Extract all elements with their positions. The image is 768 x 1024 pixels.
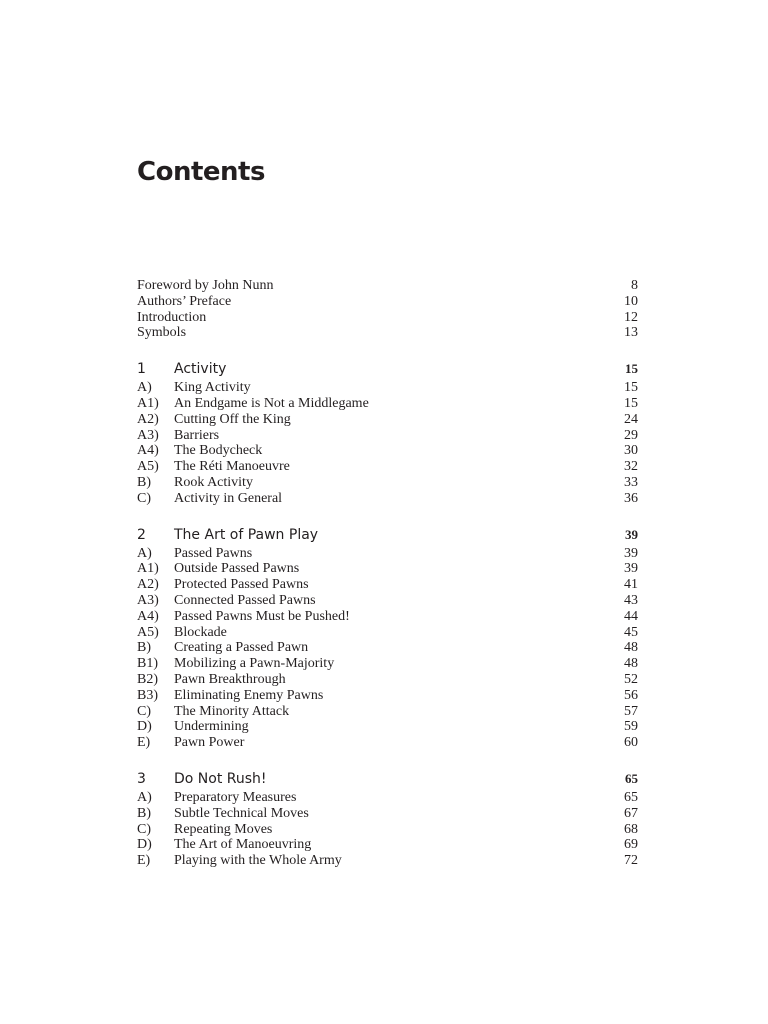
toc-section[interactable] — [137, 640, 638, 656]
chapter-heading[interactable] — [137, 525, 638, 545]
section-code: E) — [137, 735, 151, 751]
section-title: Activity in General — [174, 490, 283, 506]
section-code: B) — [137, 640, 151, 656]
section-title: Outside Passed Pawns — [174, 561, 300, 577]
section-title: Passed Pawns Must be Pushed! — [174, 608, 350, 624]
section-title: Passed Pawns — [174, 545, 253, 561]
toc-entry[interactable] — [137, 278, 638, 294]
toc-section[interactable] — [137, 412, 638, 428]
toc-section[interactable] — [137, 609, 638, 625]
chapter-title: Activity — [174, 361, 227, 378]
chapter-2 — [137, 525, 638, 751]
chapter-number: 1 — [137, 361, 146, 378]
section-page: 67 — [624, 805, 638, 821]
section-page: 32 — [624, 459, 638, 475]
section-page: 52 — [624, 671, 638, 687]
section-page: 59 — [624, 719, 638, 735]
toc-section[interactable] — [137, 561, 638, 577]
section-page: 68 — [624, 821, 638, 837]
chapter-page: 39 — [625, 526, 638, 542]
section-page: 41 — [624, 577, 638, 593]
section-title: Connected Passed Pawns — [174, 592, 316, 608]
section-page: 29 — [624, 427, 638, 443]
page-title: Contents — [137, 157, 265, 187]
table-of-contents — [137, 278, 638, 887]
section-page: 48 — [624, 640, 638, 656]
section-code: A) — [137, 545, 152, 561]
toc-section[interactable] — [137, 625, 638, 641]
section-title: Rook Activity — [174, 474, 253, 490]
toc-section[interactable] — [137, 656, 638, 672]
section-code: C) — [137, 703, 151, 719]
toc-section[interactable] — [137, 380, 638, 396]
section-title: Creating a Passed Pawn — [174, 640, 309, 656]
section-page: 39 — [624, 545, 638, 561]
section-title: Preparatory Measures — [174, 789, 297, 805]
chapter-title: Do Not Rush! — [174, 770, 267, 787]
toc-section[interactable] — [137, 837, 638, 853]
section-code: B1) — [137, 656, 158, 672]
toc-entry-page: 13 — [624, 325, 638, 341]
section-code: A5) — [137, 624, 159, 640]
section-code: B) — [137, 474, 151, 490]
section-title: King Activity — [174, 380, 251, 396]
toc-section[interactable] — [137, 396, 638, 412]
toc-entry-title: Foreword by John Nunn — [137, 278, 274, 293]
section-title: Mobilizing a Pawn-Majority — [174, 656, 335, 672]
toc-entry-title: Symbols — [137, 325, 187, 341]
section-page: 30 — [624, 443, 638, 459]
section-page: 57 — [624, 703, 638, 719]
section-title: Repeating Moves — [174, 821, 273, 837]
toc-section[interactable] — [137, 459, 638, 475]
section-page: 65 — [624, 789, 638, 805]
section-code: A1) — [137, 395, 159, 411]
section-title: Barriers — [174, 427, 220, 443]
toc-section[interactable] — [137, 672, 638, 688]
section-code: C) — [137, 490, 151, 506]
chapter-page: 15 — [625, 361, 638, 377]
section-code: D) — [137, 837, 152, 853]
toc-entry[interactable] — [137, 325, 638, 341]
section-title: The Bodycheck — [174, 443, 263, 459]
toc-section[interactable] — [137, 577, 638, 593]
toc-entry-page: 10 — [624, 293, 638, 309]
chapter-title: The Art of Pawn Play — [174, 526, 319, 543]
section-code: B3) — [137, 687, 158, 703]
section-title: Pawn Power — [174, 735, 245, 751]
section-title: Cutting Off the King — [174, 411, 291, 427]
section-title: Playing with the Whole Army — [174, 853, 342, 869]
section-title: Undermining — [174, 719, 249, 735]
section-page: 69 — [624, 837, 638, 853]
section-page: 15 — [624, 380, 638, 396]
section-page: 43 — [624, 592, 638, 608]
section-page: 24 — [624, 411, 638, 427]
section-code: A5) — [137, 459, 159, 475]
section-title: Blockade — [174, 624, 227, 640]
section-title: The Minority Attack — [174, 703, 290, 719]
toc-section[interactable] — [137, 475, 638, 491]
toc-section[interactable] — [137, 719, 638, 735]
section-page: 45 — [624, 624, 638, 640]
toc-section[interactable] — [137, 688, 638, 704]
section-code: D) — [137, 719, 152, 735]
toc-entry-page: 8 — [631, 278, 638, 293]
chapter-page: 65 — [625, 770, 638, 786]
section-code: A3) — [137, 592, 159, 608]
section-page: 15 — [624, 395, 638, 411]
toc-section[interactable] — [137, 491, 638, 507]
chapter-number: 2 — [137, 526, 146, 543]
section-page: 39 — [624, 561, 638, 577]
toc-entry[interactable] — [137, 310, 638, 326]
section-code: B2) — [137, 671, 158, 687]
chapter-1 — [137, 359, 638, 506]
section-title: Protected Passed Pawns — [174, 577, 309, 593]
toc-section[interactable] — [137, 853, 638, 869]
chapter-3 — [137, 769, 638, 869]
toc-entry[interactable] — [137, 294, 638, 310]
toc-section[interactable] — [137, 428, 638, 444]
section-title: The Art of Manoeuvring — [174, 837, 312, 853]
section-page: 44 — [624, 608, 638, 624]
section-code: A3) — [137, 427, 159, 443]
section-code: A2) — [137, 577, 159, 593]
section-title: Pawn Breakthrough — [174, 671, 286, 687]
section-title: The Réti Manoeuvre — [174, 459, 290, 475]
section-code: A) — [137, 380, 152, 396]
toc-section[interactable] — [137, 806, 638, 822]
section-title: Eliminating Enemy Pawns — [174, 687, 324, 703]
toc-section[interactable] — [137, 546, 638, 562]
toc-section[interactable] — [137, 790, 638, 806]
toc-section[interactable] — [137, 822, 638, 838]
section-code: C) — [137, 821, 151, 837]
front-matter-list — [137, 278, 638, 341]
section-title: An Endgame is Not a Middlegame — [174, 395, 369, 411]
toc-entry-title: Authors’ Preface — [137, 293, 232, 309]
section-title: Subtle Technical Moves — [174, 805, 309, 821]
toc-section[interactable] — [137, 593, 638, 609]
toc-section[interactable] — [137, 443, 638, 459]
chapter-heading[interactable] — [137, 359, 638, 379]
section-code: E) — [137, 853, 151, 869]
section-code: A4) — [137, 608, 159, 624]
section-page: 33 — [624, 474, 638, 490]
toc-section[interactable] — [137, 704, 638, 720]
section-page: 72 — [624, 853, 638, 869]
section-page: 60 — [624, 735, 638, 751]
section-code: A2) — [137, 411, 159, 427]
section-code: A4) — [137, 443, 159, 459]
chapter-heading[interactable] — [137, 769, 638, 789]
section-page: 56 — [624, 687, 638, 703]
section-code: A) — [137, 789, 152, 805]
section-code: B) — [137, 805, 151, 821]
section-code: A1) — [137, 561, 159, 577]
chapter-number: 3 — [137, 770, 146, 787]
toc-entry-page: 12 — [624, 309, 638, 325]
section-page: 48 — [624, 656, 638, 672]
section-page: 36 — [624, 490, 638, 506]
toc-section[interactable] — [137, 735, 638, 751]
toc-entry-title: Introduction — [137, 309, 207, 325]
